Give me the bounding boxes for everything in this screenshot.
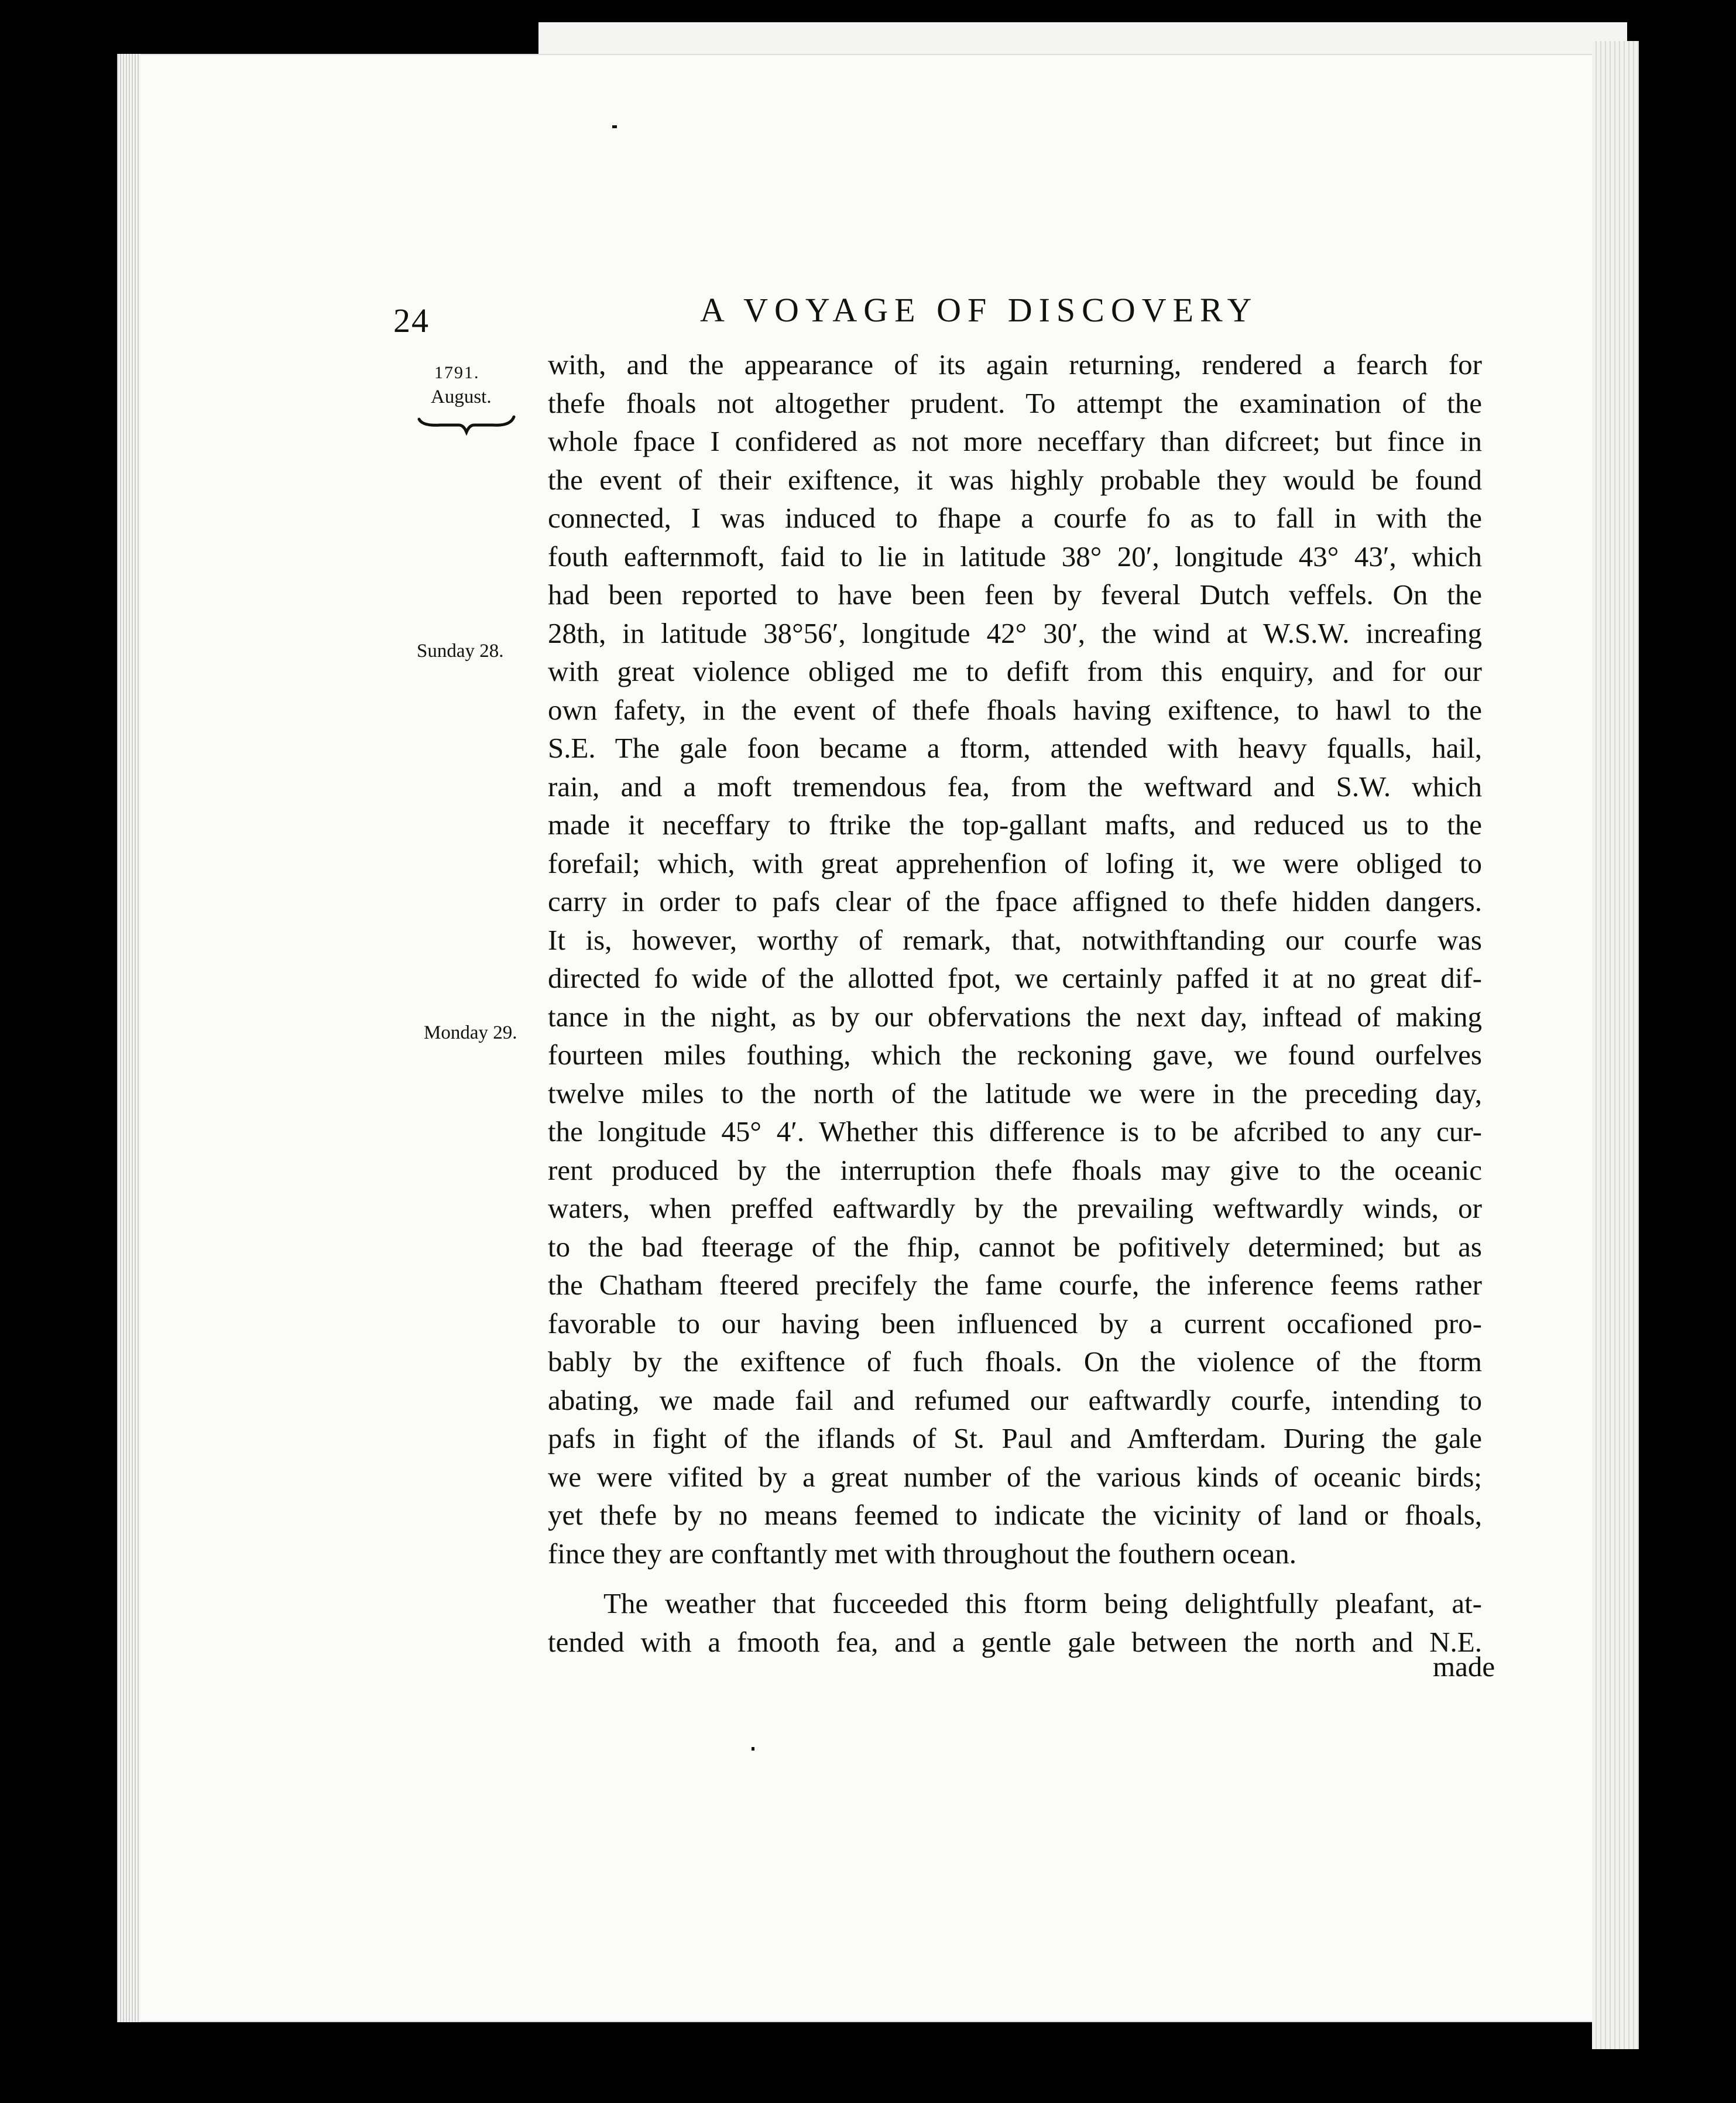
text-line: carry in order to pafs clear of the fpace affigned to thefe hidden dangers. (548, 885, 1482, 917)
text-line: tance in the night, as by our obfervations the next day, inftead of making (548, 1000, 1482, 1033)
margin-brace (417, 413, 516, 437)
text-line: fouth eafternmoft, faid to lie in latitude 38° 20′, longitude 43° 43′, which (548, 540, 1482, 573)
text-line: waters, when preffed eaftwardly by the prevailing weftwardly winds, or (548, 1192, 1482, 1224)
margin-note-month: August. (431, 386, 492, 407)
text-line: It is, however, worthy of remark, that, notwithftanding our courfe was (548, 923, 1482, 956)
text-line: had been reported to have been feen by feveral Dutch veffels. On the (548, 578, 1482, 611)
text-line: forefail; which, with great apprehenfion of lofing it, we were obliged to (548, 847, 1482, 879)
text-line: fourteen miles fouthing, which the reckoning gave, we found ourfelves (548, 1039, 1482, 1071)
text-line: directed fo wide of the allotted fpot, we certainly paffed it at no great dif- (548, 962, 1482, 994)
text-line: with great violence obliged me to defift from this enquiry, and for our (548, 655, 1482, 687)
text-line: The weather that fucceeded this ftorm being delightfully pleafant, at- (603, 1587, 1482, 1619)
running-title: A VOYAGE OF DISCOVERY (700, 291, 1258, 329)
text-line: whole fpace I confidered as not more neceffary than difcreet; but fince in (548, 425, 1482, 457)
page-gutter (117, 54, 140, 2022)
catchword: made (1433, 1650, 1495, 1683)
text-line: fince they are conftantly met with throughout the fouthern ocean. (548, 1537, 1297, 1570)
text-line: rent produced by the interruption thefe fhoals may give to the oceanic (548, 1153, 1482, 1186)
text-line: with, and the appearance of its again returning, rendered a fearch for (548, 348, 1482, 381)
margin-note-sunday: Sunday 28. (417, 641, 504, 662)
text-line: made it neceffary to ftrike the top-gallant mafts, and reduced us to the (548, 809, 1482, 841)
scan-speck (752, 1747, 754, 1751)
text-line: thefe fhoals not altogether prudent. To attempt the examination of the (548, 386, 1482, 419)
text-line: we were vifited by a great number of the various kinds of oceanic birds; (548, 1460, 1482, 1493)
text-line: the Chatham fteered precifely the fame courfe, the inference feems rather (548, 1269, 1482, 1301)
text-line: favorable to our having been influenced by a current occafioned pro- (548, 1307, 1482, 1340)
scan-speck (612, 125, 617, 128)
text-line: 28th, in latitude 38°56′, longitude 42° 30′, the wind at W.S.W. increafing (548, 616, 1482, 649)
text-line: the event of their exiftence, it was highly probable they would be found (548, 463, 1482, 496)
text-line: connected, I was induced to fhape a courfe fo as to fall in with the (548, 502, 1482, 534)
text-line: rain, and a moft tremendous fea, from the weftward and S.W. which (548, 770, 1482, 803)
text-line: own fafety, in the event of thefe fhoals having exiftence, to hawl to the (548, 693, 1482, 726)
margin-note-monday: Monday 29. (424, 1022, 517, 1043)
text-line: yet thefe by no means feemed to indicate the vicinity of land or fhoals, (548, 1499, 1482, 1531)
page-number: 24 (393, 302, 430, 340)
text-line: tended with a fmooth fea, and a gentle gale between the north and N.E. (548, 1625, 1482, 1658)
text-line: S.E. The gale foon became a ftorm, attended with heavy fqualls, hail, (548, 732, 1482, 764)
page-fore-edge (1592, 41, 1639, 2049)
text-line: pafs in fight of the iflands of St. Paul and Amfterdam. During the gale (548, 1422, 1482, 1454)
text-line: twelve miles to the north of the latitude we were in the preceding day, (548, 1077, 1482, 1109)
text-line: the longitude 45° 4′. Whether this difference is to be afcribed to any cur- (548, 1115, 1482, 1148)
body-text (548, 345, 1482, 1661)
text-line: abating, we made fail and refumed our eaftwardly courfe, intending to (548, 1383, 1482, 1416)
text-line: bably by the exiftence of fuch fhoals. On the violence of the ftorm (548, 1345, 1482, 1378)
margin-note-year: 1791. (434, 363, 480, 382)
text-line: to the bad fteerage of the fhip, cannot be pofitively determined; but as (548, 1230, 1482, 1263)
